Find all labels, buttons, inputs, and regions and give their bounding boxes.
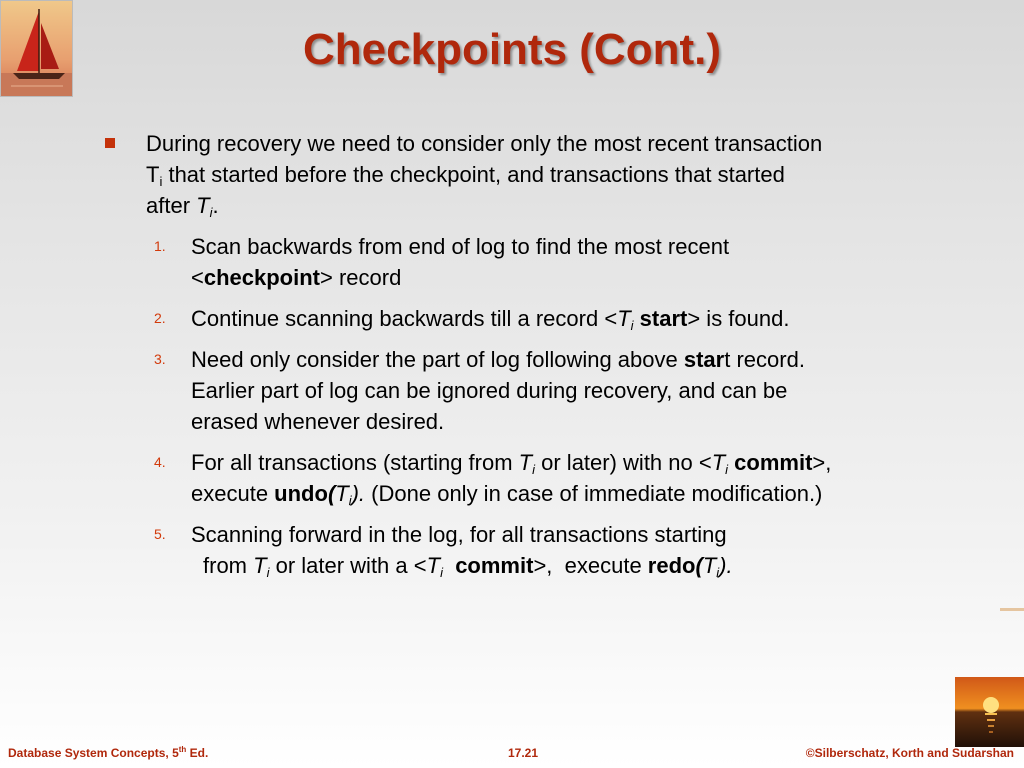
bullet-line-3: after $T_i$. xyxy=(146,193,219,220)
item-number: 5. xyxy=(154,526,166,542)
slide-title: Checkpoints (Cont.) xyxy=(303,25,721,74)
footer-copyright: ©Silberschatz, Korth and Sudarshan xyxy=(805,746,1014,760)
square-bullet-icon xyxy=(105,138,115,148)
slide-content xyxy=(105,128,985,581)
main-bullet xyxy=(105,128,985,221)
list-item-1: 1. Scan backwards from end of log to find the most recent <checkpoint> record xyxy=(105,231,985,293)
footer-course-title: Database System Concepts, 5th Ed. xyxy=(8,745,209,760)
list-item-5: 5. Scanning forward in the log, for all transactions starting from $T_i$ or later with $a <T_i$ commit>, execute $redo(T_i)$. xyxy=(105,519,985,581)
list-item-3: 3. Need only consider the part of log following above start record. Earlier part of log can be ignored during recovery, and can be erased whenever desired. xyxy=(105,344,985,437)
item-number: 3. xyxy=(154,351,166,367)
bullet-line-1: During recovery we need to consider only the most recent transaction xyxy=(146,131,823,156)
decorative-line xyxy=(1000,608,1024,611)
bullet-line-2: $T_i$ that started before the checkpoint, and transactions that started xyxy=(146,162,785,189)
sunset-image xyxy=(955,677,1024,747)
footer-page-number: 17.21 xyxy=(508,746,539,760)
item-number: 1. xyxy=(154,238,166,254)
item-number: 4. xyxy=(154,454,166,470)
list-item-4: 4. For all transactions (starting from $T_i$ or later) with no $<T_i$ commit>, execute $undo(T_i)$. (Done only in case of immediate modification.) xyxy=(105,447,985,509)
list-item-2: 2. Continue scanning backwards till a record $<T_i$ start> is found. xyxy=(105,303,985,334)
item-number: 2. xyxy=(154,310,166,326)
